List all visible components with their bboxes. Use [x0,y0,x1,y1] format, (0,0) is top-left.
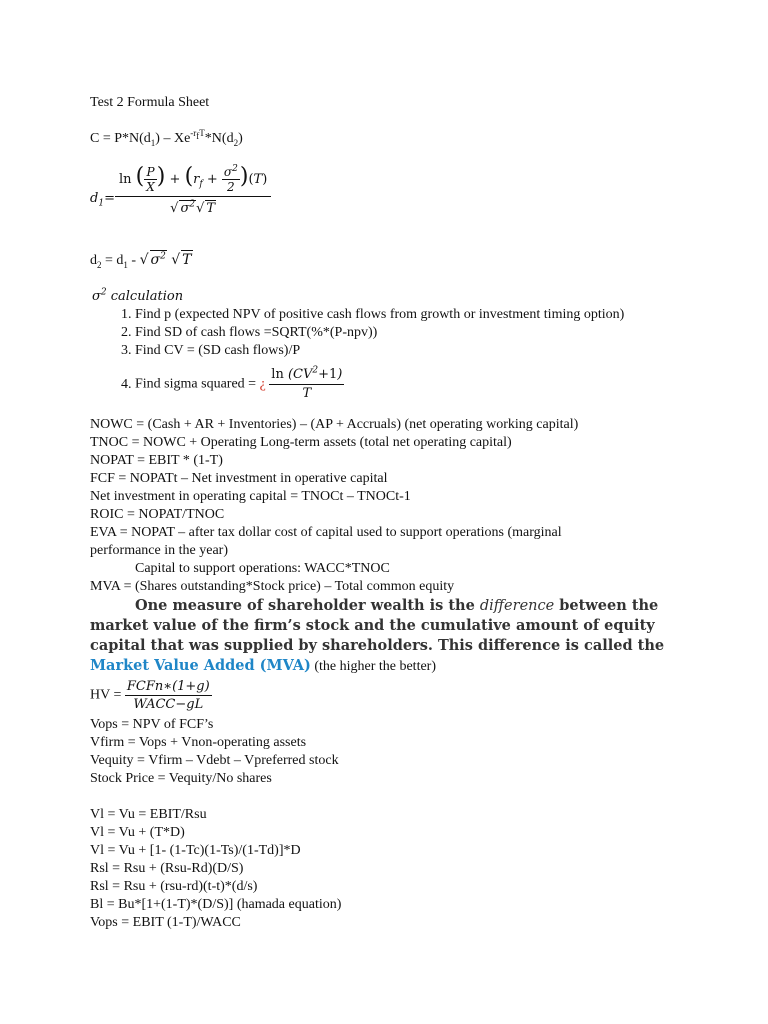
list-item: 4. Find sigma squared = ¿ $\frac{\ln (CV^2+1)}{T}$ [135,366,624,403]
fcf-line: FCF = NOPATt – Net investment in operative capital [90,471,388,486]
vfirm-line: Vfirm = Vops + Vnon-operating assets [90,735,307,750]
vequity-line: Vequity = Vfirm – Vdebt – Vpreferred stock [90,753,339,768]
capital-support-line: Capital to support operations: WACC*TNOC [135,561,390,576]
d1-fraction: ln ( $\frac{P}{X}$ ) + ($r_f$ + $\frac{\sigma^2}{2}$ )(T) √ $\sigma^2√$ T [115,162,271,216]
eva-line: EVA = NOPAT – after tax dollar cost of capital used to support operations (marginal [90,525,562,540]
list-item: 3. Find CV = (SD cash flows)/P [135,342,624,360]
hv-formula: HV = $\frac{\text{FCFn∗(1+g)}}{\text{WACC−gL}}$ [90,679,210,712]
hamada-line: Bl = Bu*[1+(1-T)*(D/S)] (hamada equation) [90,897,342,912]
rsl-line-1: Rsl = Rsu + (Rsu-Rd)(D/S) [90,861,244,876]
net-investment-line: Net investment in operating capital = TNOCt – TNOCt-1 [90,489,411,504]
vops-ebit-line: Vops = EBIT (1-T)/WACC [90,915,241,930]
vops-line: Vops = NPV of FCF’s [90,717,214,732]
nopat-line: NOPAT = EBIT * (1-T) [90,453,223,468]
mm-line-2: Vl = Vu + (T*D) [90,825,185,840]
mm-line-1: Vl = Vu = EBIT/Rsu [90,807,207,822]
page-title: Test 2 Formula Sheet [90,95,210,110]
tnoc-line: TNOC = NOWC + Operating Long-term assets (total net operating capital) [90,435,512,450]
nowc-line: NOWC = (Cash + AR + Inventories) – (AP + Accruals) (net operating working capital) [90,417,579,432]
list-item: 1. Find p (expected NPV of positive cash flows from growth or investment timing option) [135,306,624,324]
call-formula: $C = P*N(d_1) - Xe^{-r_fT}*N(d_2)$ [90,128,243,148]
list-item: 2. Find SD of cash flows =SQRT(%*(P-npv)) [135,324,624,342]
d2-formula: $d_2 = d_1$ - √ $\sigma^2$ √ T [90,251,192,270]
rsl-line-2: Rsl = Rsu + (rsu-rd)(t-t)*(d/s) [90,879,258,894]
mva-line: MVA = (Shares outstanding*Stock price) – Total common equity [90,579,455,594]
roic-line: ROIC = NOPAT/TNOC [90,507,225,522]
d1-formula: $d_1=$ ln ( $\frac{P}{X}$ ) + ($r_f$ + $\frac{\sigma^2}{2}$ )(T) √ $\sigma^2√$ T [90,162,271,216]
sigma-calc-heading: $\sigma^2$ calculation [92,287,184,304]
sigma-steps-list [90,306,624,403]
mva-paragraph: One measure of shareholder wealth is the difference between the market value of the firm’s stock and the cumulative amount of equity capital that was supplied by shareholders. This difference is called the Market Value Added (MVA) (the higher the better) [90,597,665,674]
stock-price-line: Stock Price = Vequity/No shares [90,771,272,786]
miller-line: Vl = Vu + [1- (1-Tc)(1-Ts)/(1-Td)]*D [90,843,301,858]
eva-line-cont: performance in the year) [90,543,228,558]
